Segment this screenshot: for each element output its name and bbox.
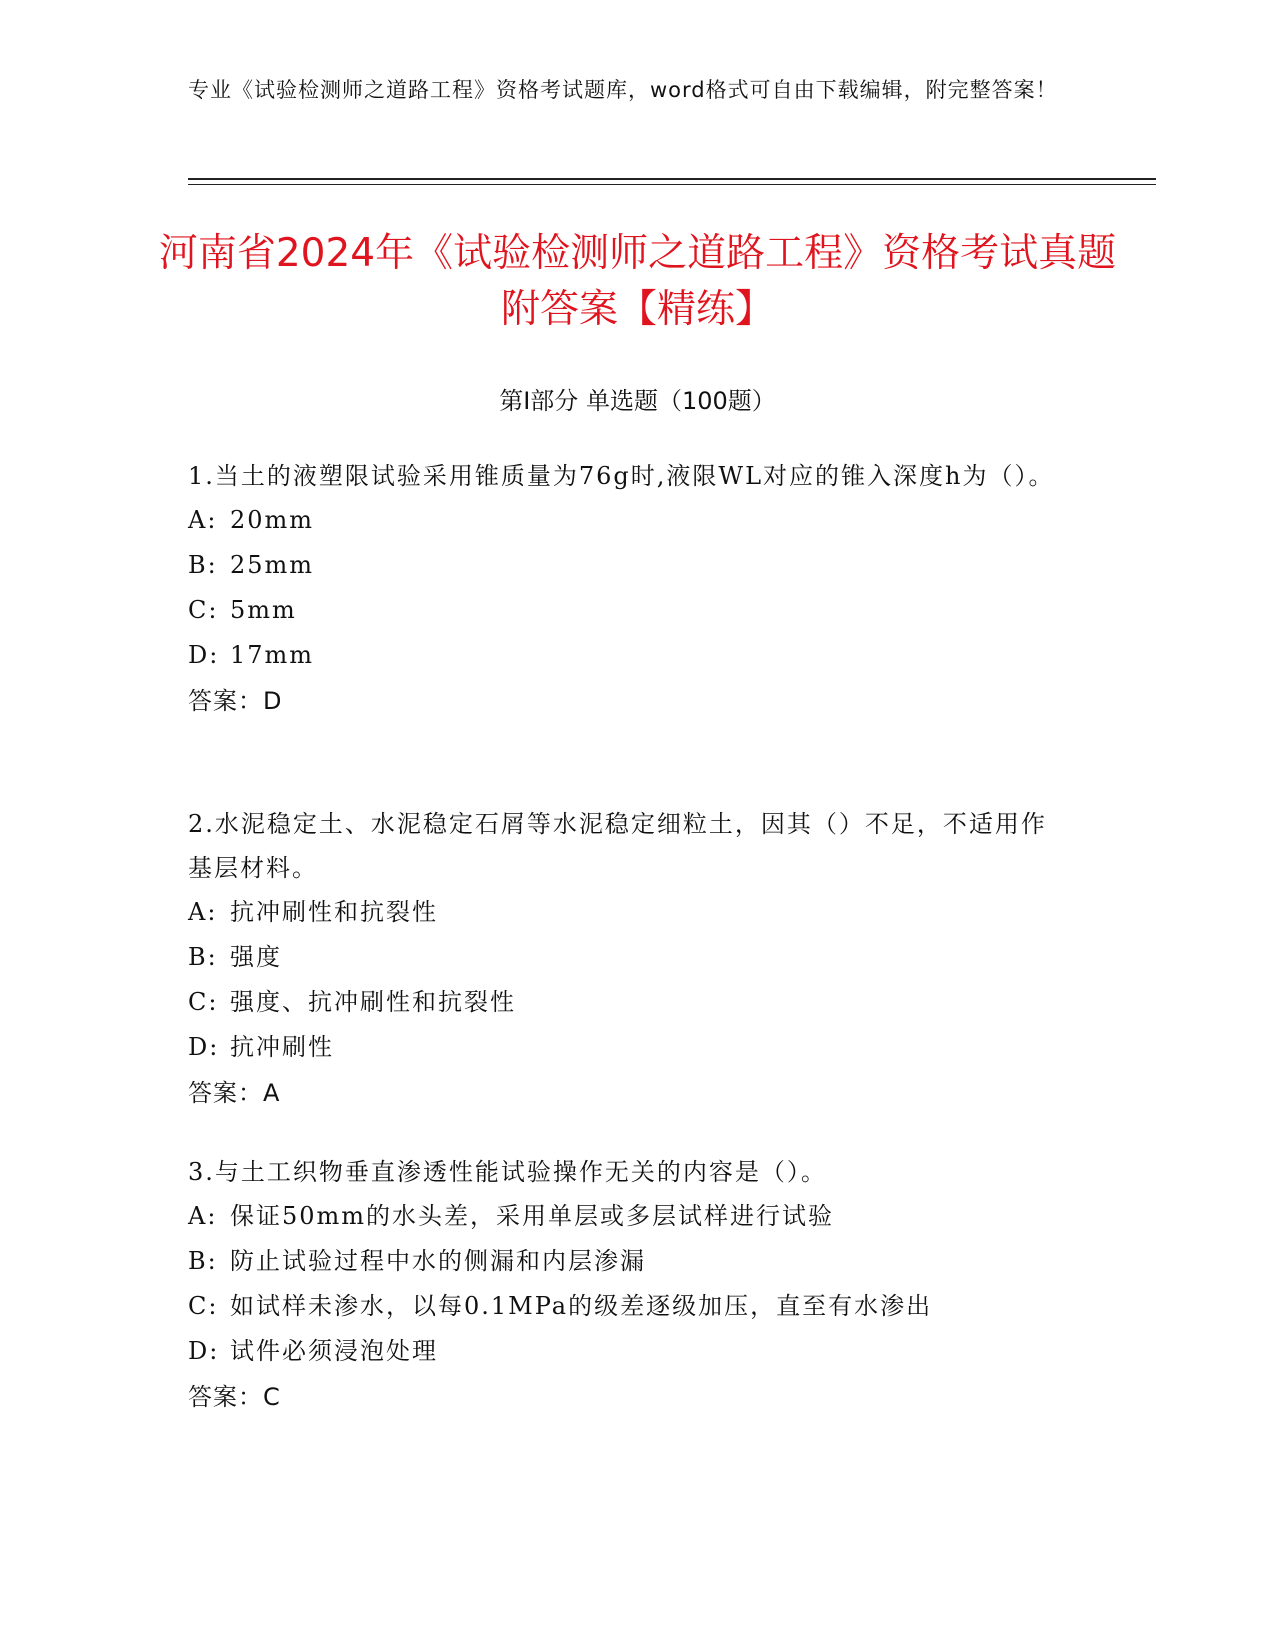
- option-c: [188, 980, 1068, 1025]
- option-text: 25mm: [230, 551, 315, 579]
- option-a: [188, 1194, 1068, 1239]
- option-text: 强度: [230, 943, 282, 971]
- option-letter: A:: [188, 1202, 218, 1230]
- option-letter: D:: [188, 1337, 220, 1365]
- document-title: 河南省2024年《试验检测师之道路工程》资格考试真题附答案【精练】: [158, 231, 1117, 332]
- option-letter: A:: [188, 898, 218, 926]
- option-a: [188, 498, 1068, 543]
- option-text: 保证50mm的水头差，采用单层或多层试样进行试验: [230, 1202, 835, 1230]
- option-b: [188, 935, 1068, 980]
- option-letter: C:: [188, 988, 219, 1016]
- option-letter: D:: [188, 1033, 220, 1061]
- header-rule-thin: [188, 184, 1156, 185]
- answer-value: C: [263, 1383, 281, 1411]
- header-note: 专业《试验检测师之道路工程》资格考试题库，word格式可自由下载编辑，附完整答案！: [188, 78, 1058, 102]
- option-c: [188, 1284, 1068, 1329]
- option-text: 抗冲刷性和抗裂性: [230, 898, 438, 926]
- option-letter: B:: [188, 551, 218, 579]
- option-d: [188, 633, 1068, 678]
- option-text: 5mm: [230, 596, 297, 624]
- answer-label: 答案：: [188, 1079, 263, 1107]
- option-a: [188, 890, 1068, 935]
- answer-value: A: [263, 1079, 281, 1107]
- question-3: [188, 1150, 1068, 1420]
- option-letter: B:: [188, 1247, 218, 1275]
- option-text: 试件必须浸泡处理: [230, 1337, 438, 1365]
- header-rule-thick: [188, 178, 1156, 180]
- option-text: 17mm: [230, 641, 315, 669]
- question-stem: 3.与土工织物垂直渗透性能试验操作无关的内容是（）。: [188, 1158, 827, 1186]
- option-letter: B:: [188, 943, 218, 971]
- option-b: [188, 543, 1068, 588]
- option-letter: C:: [188, 596, 219, 624]
- option-text: 防止试验过程中水的侧漏和内层渗漏: [230, 1247, 646, 1275]
- option-text: 20mm: [230, 506, 315, 534]
- option-b: [188, 1239, 1068, 1284]
- option-letter: C:: [188, 1292, 219, 1320]
- answer-line: [188, 678, 1068, 724]
- option-d: [188, 1329, 1068, 1374]
- answer-line: [188, 1070, 1068, 1116]
- answer-line: [188, 1374, 1068, 1420]
- question-1: [188, 454, 1068, 724]
- option-d: [188, 1025, 1068, 1070]
- option-letter: A:: [188, 506, 218, 534]
- option-text: 如试样未渗水，以每0.1MPa的级差逐级加压，直至有水渗出: [230, 1292, 933, 1320]
- option-letter: D:: [188, 641, 220, 669]
- option-text: 强度、抗冲刷性和抗裂性: [230, 988, 516, 1016]
- question-stem: 1.当土的液塑限试验采用锥质量为76g时,液限WL对应的锥入深度h为（）。: [188, 462, 1055, 490]
- answer-label: 答案：: [188, 687, 263, 715]
- section-title: 第Ⅰ部分 单选题（100题）: [499, 387, 776, 415]
- option-c: [188, 588, 1068, 633]
- answer-label: 答案：: [188, 1383, 263, 1411]
- option-text: 抗冲刷性: [230, 1033, 334, 1061]
- question-2: [188, 802, 1068, 1116]
- answer-value: D: [263, 687, 283, 715]
- question-stem: 2.水泥稳定土、水泥稳定石屑等水泥稳定细粒土，因其（）不足，不适用作基层材料。: [188, 810, 1047, 882]
